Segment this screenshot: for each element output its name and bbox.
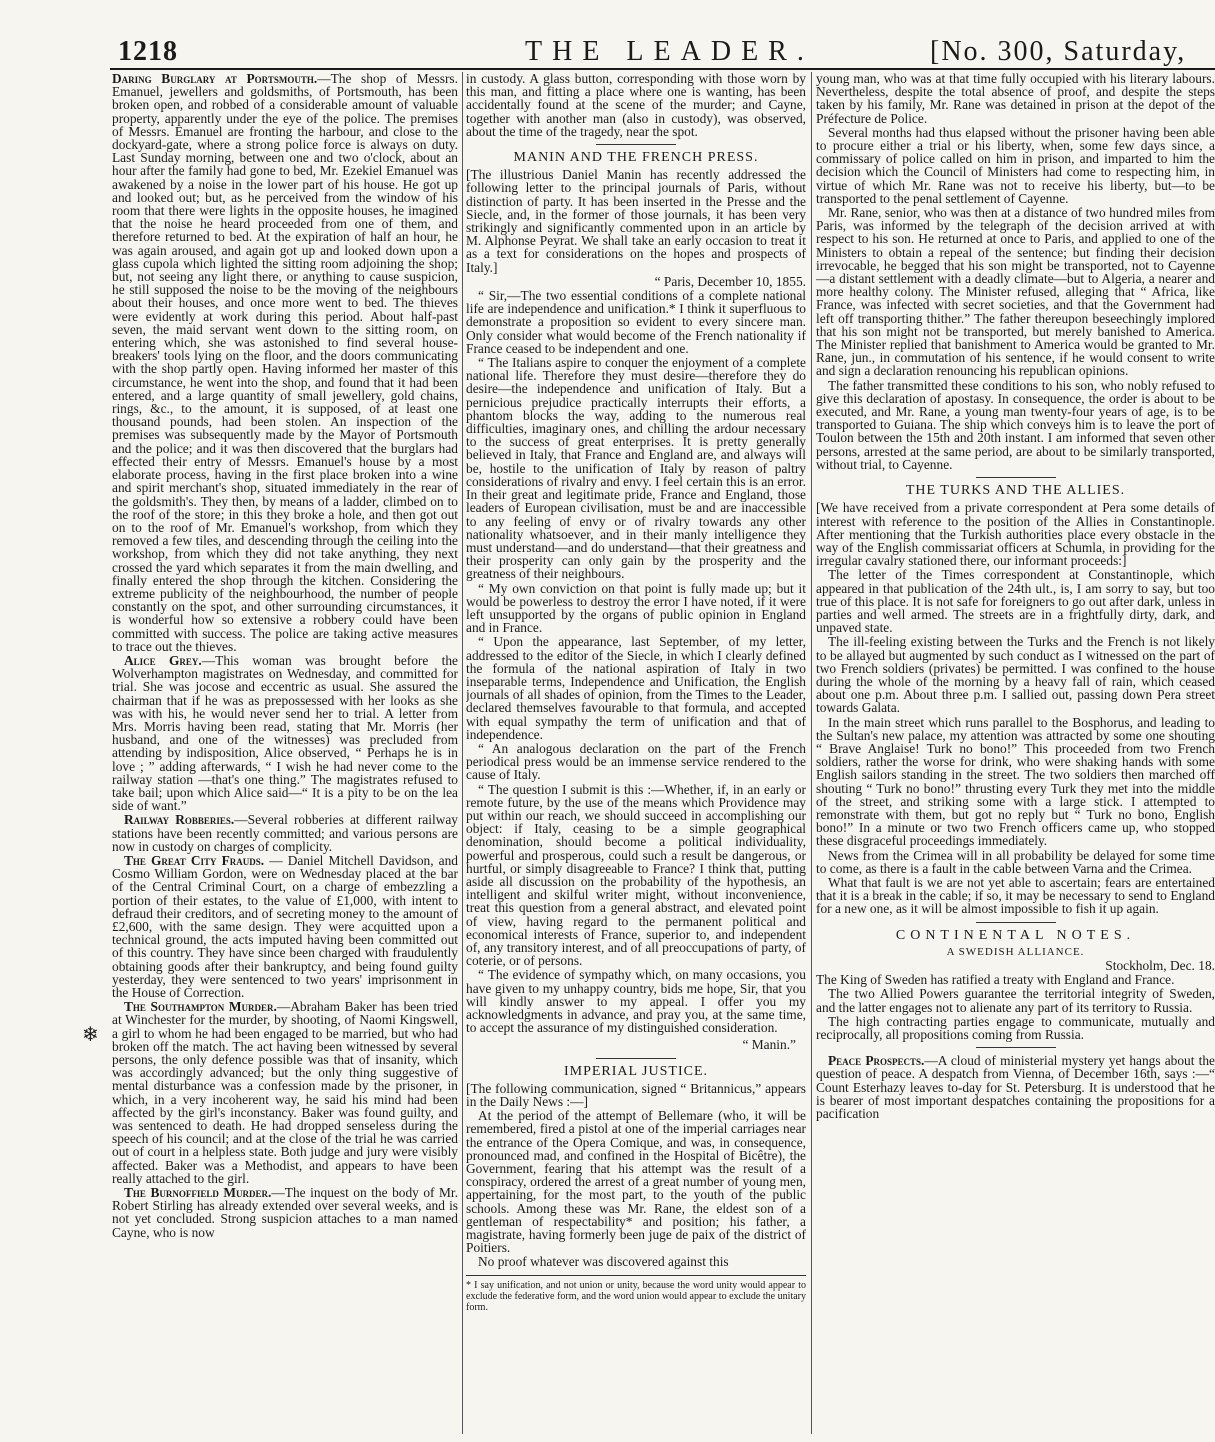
article-body: —This woman was brought before the Wolverhampton magistrates on Wednesday, and committed for trial. She was jocose and eccentric as usual. She assured the chairman that if he was as prepossessed with her looks as she was with his, he would never send her to trial. A letter from Mrs. Morris having been read, stating that Mr. Morris (her husband, and one of the witnesses) was precluded from attending by indisposition, Alice observed, “ Perhaps he is in love ; ” adding afterwards, “ I wish he had never come to the railway station —that's one thing.” The magistrates refused to take bail; upon which Alice said—“ It is a pity to be on the lea side of want.” [112, 652, 458, 814]
article-peace-prospects [816, 1054, 1215, 1120]
column-1 [112, 72, 458, 1434]
page-number: 1218 [118, 36, 178, 67]
paragraph: The high contracting parties engage to communicate, mutually and reciprocally, all propositions coming from Russia. [816, 1013, 1215, 1043]
paragraph: “ The question I submit is this :—Whether, if, in an early or remote future, by the use of the means which Providence may put within our reach, we should succeed in accomplishing our object: if Italy, ceasing to be a simple geographical denomination, should become a political individuality, powerful and prosperous, could such a result be dangerous, or hurtful, or simply disagreeable to France? I think that, putting aside all discussion on the probability of the hypothesis, an intelligent and skilful writer might, without inconvenience, treat this question from a general abstract, and elevated point of view, having regard to the permanent political and economical interests of France, superior to, and independent of, any transitory interest, and of all preoccupations of party, of coterie, or of persons. [466, 781, 806, 969]
dateline: “ Paris, December 10, 1855. [654, 273, 806, 289]
paragraph: “ The evidence of sympathy which, on many occasions, you have given to my unhappy country, bids me hope, Sir, that you will kindly answer to my appeal. I offer you my acknowledgments in advance, and pray you, at the same time, to accept the assurance of my distinguished consideration. [466, 967, 806, 1036]
paragraph: “ An analogous declaration on the part of the French periodical press would be an immense service rendered to the cause of Italy. [466, 740, 806, 783]
article-body: —Abraham Baker has been tried at Winchester for the murder, by shooting, of Naomi Kingswell, a girl to whom he had been engaged to be married, but who had broken off the match. The act having been witnessed by several persons, the only defence possible was that of insanity, which was accordingly advanced; but the only thing suggestive of mental disturbance was a confession made by the prisoner, in which, in a very incoherent way, he said his mind had been affected by the girl's inconstancy. Baker was found guilty, and was sentenced to death. He had dropped senseless during the speech of his council; and at the close of the trial he was carried out of court in a helpless state. Both judge and jury were visibly affected. Baker was a Methodist, and appears to have been really attached to the girl. [112, 999, 458, 1186]
article-body: —Several robberies at different railway stations have been recently committed; and various persons are now in custody on charges of complicity. [112, 812, 458, 854]
article-railway-robberies [112, 813, 458, 853]
column-rule [811, 72, 812, 1434]
section-heading: CONTINENTAL NOTES. [895, 927, 1136, 943]
paragraph: What that fault is we are not yet able to ascertain; fears are entertained that it is a break in the cable; if so, it may be necessary to send to England for a new one, as it will be almost impossible to fish it up again. [816, 874, 1215, 917]
divider [596, 144, 676, 145]
masthead [110, 28, 1215, 70]
divider [976, 922, 1056, 923]
paragraph: In the main street which runs parallel to the Bosphorus, and leading to the Sultan's new palace, my attention was attracted by some one shouting “ Brave Anglaise! Turk no bono!” This proceeded from two French soldiers, rather the worse for drink, who were shaking hands with some English sailors standing in the street. The two soldiers then marched off shouting “ Turk no bono!” thrusting every Turk they met into the middle of the street, and striking some with a large stick. I attempted to remonstrate with them, but got no reply but “ Turk no bono, English bono!” In a minute or two two French officers came up, who stopped these disgraceful proceedings immediately. [816, 714, 1215, 849]
paragraph: The father transmitted these conditions to his son, who nobly refused to give this declaration of apostasy. In consequence, the order is about to be executed, and Mr. Rane, a young man twenty-four years of age, is to be transported to Guiana. The ship which conveys him is to leave the port of Toulon between the 15th and 20th instant. I am informed that seven other persons, arrested at the same period, are about to be similarly transported, without trial, to Cayenne. [816, 377, 1215, 472]
column-3 [816, 72, 1215, 1434]
paragraph: Several months had thus elapsed without the prisoner having been able to procure either a trial or his liberty, when, some few days since, a commissary of police called on him in prison, and imparted to him the decision which the Council of Ministers had come to respecting him, in virtue of which Mr. Rane was not to receive his liberty, but—to be transported to the penal settlement of Cayenne. [816, 124, 1215, 206]
divider [596, 1058, 676, 1059]
paragraph: in custody. A glass button, corresponding with those worn by this man, and fitting a place where one is wanting, has been accidentally found at the scene of the murder; and Cayne, together with another man (also in custody), was observed, about the time of the tragedy, near the spot. [466, 72, 806, 139]
article-lead: The Great City Frauds. [124, 852, 265, 868]
section-heading: THE TURKS AND THE ALLIES. [905, 483, 1126, 499]
article-body: —A cloud of ministerial mystery yet hangs about the question of peace. A despatch from Vienna, of December 16th, says :—“ Count Esterhazy leaves to-day for St. Petersburg. It is understood that he is bearer of most important despatches containing the propositions for a pacification [816, 1053, 1215, 1122]
paragraph: “ My own conviction on that point is fully made up; but it would be powerless to destroy the error I have noted, if it were left unsupported by the organs of public opinion in England and in France. [466, 580, 806, 636]
footnote: * I say unification, and not union or unity, because the word unity would appear to exclude the federative form, and the word union would appear to exclude the unitary form. [466, 1275, 806, 1313]
paragraph: News from the Crimea will in all probability be delayed for some time to come, as there is a fault in the cable between Varna and the Crimea. [816, 847, 1215, 876]
article-body: — Daniel Mitchell Davidson, and Cosmo William Gordon, were on Wednesday placed at the bar of the Central Criminal Court, on a charge of embezzling a portion of their estates, to the value of £1,000, with intent to defraud their creditors, and of secreting money to the amount of £2,600, with the same design. They were acquitted upon a technical ground, the acts imputed having been committed out of this country. They have since been charged with fraudulently obtaining goods after their bankruptcy, and being found guilty yesterday, they were sentenced to two years' imprisonment in the House of Correction. [112, 852, 458, 1001]
article-burglary [112, 72, 458, 653]
article-lead: Railway Robberies. [124, 812, 235, 828]
paragraph: “ Upon the appearance, last September, of my letter, addressed to the editor of the Siecle, in which I clearly defined the formula of the national aspiration of Italy in two inseparable terms, Independence and Unification, the English journals of all shades of opinion, from the Times to the Leader, declared themselves favourable to that formula, and accepted with equal sympathy the term of unification and that of independence. [466, 634, 806, 742]
article-lead: The Burnoffield Murder. [124, 1185, 272, 1201]
margin-mark: ❄ [82, 1024, 99, 1046]
paragraph: [The illustrious Daniel Manin has recently addressed the following letter to the principal journals of Paris, without distinction of party. It has been inserted in the Presse and the Siecle, and, in the former of those journals, it has been very strikingly and significantly commented upon in an article by M. Alphonse Peyrat. We shall take an early occasion to treat it as a text for considerations on the hopes and prospects of Italy.] [466, 167, 806, 275]
issue-line: [No. 300, Saturday, [930, 36, 1187, 67]
section-heading: MANIN AND THE FRENCH PRESS. [513, 150, 759, 166]
article-lead: The Southampton Murder. [124, 999, 277, 1015]
article-lead: Alice Grey. [124, 652, 202, 668]
article-burnoffield-murder [112, 1186, 458, 1239]
paragraph: [The following communication, signed “ Britannicus,” appears in the Daily News :—] [466, 1080, 806, 1110]
newspaper-title: THE LEADER. [525, 36, 814, 67]
paragraph: “ The Italians aspire to conquer the enjoyment of a complete national life. Therefore they must desire—therefore they do desire—the independence and unification of Italy. But a pernicious prejudice practically interrupts their efforts, a phantom blocks the way, adding to the numerous real difficulties, imaginary ones, and chilling the ardour necessary to the success of great enterprises. It is pretty generally believed in Italy, that France and England are, and always will be, hostile to the unification of Italy by reason of paltry considerations of rivalry and envy. I feel certain this is an error. In their great and legitimate pride, France and England, those leaders of European civilisation, must be and are inaccessible to any feeling of envy or of rivalry towards any other nationality whatsoever, and in their manly intelligence they must understand—and do understand—that their greatness and their prosperity can only gain by the prosperity and the greatness of their neighbours. [466, 355, 806, 582]
paragraph: “ Sir,—The two essential conditions of a complete national life are independence and unification.* I think it superfluous to demonstrate a proposition so evident to every sincere man. Only consider what would become of the French nationality if France ceased to be independent and one. [466, 288, 806, 356]
paragraph: Mr. Rane, senior, who was then at a distance of two hundred miles from Paris, was informed by the telegraph of the decision arrived at with respect to his son. He returned at once to Paris, and applied to one of the Ministers to obtain a repeal of the sentence; but finding their decision irrevocable, he begged that his son might be transported, not to Cayenne—a distant settlement with a deadly climate—but to Algeria, a nearer and more healthy colony. The Minister refused, alleging that “ Africa, like France, was infected with secret societies, and that the Government had left off transporting thither.” The father thereupon beseechingly implored that his son might not be transported, but merely banished to America. The Minister replied that banishment to America would be granted to Mr. Rane, jun., in commutation of his sentence, if he would consent to write and sign a declaration renouncing his republican opinions. [816, 205, 1215, 379]
article-body: —The inquest on the body of Mr. Robert Stirling has already extended over several weeks, and is not yet concluded. Strong suspicion attaches to a man named Cayne, who is now [112, 1185, 458, 1240]
article-southampton-murder [112, 1000, 458, 1185]
paragraph: The two Allied Powers guarantee the territorial integrity of Sweden, and the latter engages not to alienate any part of its territory to Russia. [816, 986, 1215, 1015]
dateline: Stockholm, Dec. 18. [1105, 958, 1215, 973]
paragraph: The King of Sweden has ratified a treaty with England and France. [816, 972, 1175, 988]
article-body: —The shop of Messrs. Emanuel, jewellers and goldsmiths, of Portsmouth, has been broken open, and robbed of a considerable amount of valuable property, apparently under the eye of the police. The premises of Messrs. Emanuel are fronting the harbour, and close to the dockyard-gate, where a strong police force is always on duty. Last Sunday morning, between one and two o'clock, about an hour after the family had gone to bed, Mr. Ezekiel Emanuel was awakened by a noise in the lower part of his house. He got up and looked out; but, as he perceived from the window of his room that there were lights in the opposite houses, he imagined that the noise he heard proceeded from one of them, and therefore returned to bed. At the expiration of half an hour, he was again aroused, and again got up and looked down upon a glass cupola which lighted the sitting room adjoining the shop; but, not seeing any light there, or anything to cause suspicion, he still supposed the noise to be the moving of the neighbours about their houses, and once more went to bed. The thieves were evidently at work during this period. About half-past seven, the maid servant went down to the sitting room, on entering which, she was astonished to find several house-breakers' tools lying on the floor, and the doors communicating with the shop partly open. Having informed her master of this circumstance, he went into the shop, and found that it had been entered, and a large quantity of small jewellery, gold chains, rings, &c., to the amount, it is supposed, of at least one thousand pounds, had been stolen. An inspection of the premises was subsequently made by the Mayor of Portsmouth and the police; and it was then discovered that the burglars had effected their entry of Messrs. Emanuel's house by a most elaborate process, having in the first place broken into a wine and spirit merchant's shop, situated immediately in the rear of the goldsmith's. They then, by means of a ladder, climbed on to the roof of the store; in this they broke a hole, and then got out on to the roof of Mr. Emanuel's workshop, from which they removed a few tiles, and descending through the ceiling into the workshop, from which they did not take anything, they next crossed the yard which separates it from the main dwelling, and finally entered the shop through the kitchen. Considering the extreme publicity of the neighbourhood, the number of people constantly on the spot, and other surrounding circumstances, it is wonderful how so extensive a robbery could have been committed with success. The police are taking active measures to trace out the thieves. [112, 72, 458, 654]
paragraph: The ill-feeling existing between the Turks and the French is not likely to be allayed but augmented by such conduct as I witnessed on the part of two French soldiers (privates) be permitted. I was confined to the house during the whole of the morning by a heavy fall of rain, which ceased about one p.m. About three p.m. I sallied out, passing down Pera street towards Galata. [816, 634, 1215, 716]
article-lead: Daring Burglary at Portsmouth. [112, 72, 318, 86]
article-alice-grey [112, 654, 458, 812]
article-city-frauds [112, 854, 458, 999]
divider [976, 477, 1056, 478]
subheading: A SWEDISH ALLIANCE. [946, 945, 1085, 958]
paragraph: No proof whatever was discovered against this [478, 1254, 729, 1270]
column-2 [466, 72, 806, 1434]
column-rule [462, 72, 463, 1434]
section-heading: IMPERIAL JUSTICE. [563, 1063, 709, 1079]
divider [976, 1047, 1056, 1048]
paragraph: young man, who was at that time fully occupied with his literary labours. Nevertheless, despite the total absence of proof, and despite the steps taken by his family, Mr. Rane was detained in prison at the depot of the Préfecture de Police. [816, 72, 1215, 126]
paragraph: The letter of the Times correspondent at Constantinople, which appeared in that publication of the 24th ult., is, I am sorry to say, but too true of this place. It is not safe for foreigners to go out after dark, unless in parties and well armed. The streets are in a frightfully dirty, dark, and unpaved state. [816, 567, 1215, 636]
article-lead: Peace Prospects. [828, 1053, 925, 1069]
signature: “ Manin.” [742, 1037, 796, 1053]
paragraph: At the period of the attempt of Bellemare (who, it will be remembered, fired a pistol at one of the imperial carriages near the entrance of the Opera Comique, and was, in consequence, pronounced mad, and confined in the Hospital of Bicêtre), the Government, fearing that his attempt was the result of a conspiracy, ordered the arrest of a great number of young men, appertaining, for the most part, to the youth of the public schools. Among these was Mr. Rane, the eldest son of a gentleman of respectability* and position; his father, a magistrate, having formerly been juge de paix of the district of Poitiers. [466, 1108, 806, 1256]
paragraph: [We have received from a private correspondent at Pera some details of interest with reference to the position of the Allies in Constantinople. After mentioning that the Turkish authorities place every obstacle in the way of the English commissariat officers at Schumla, in providing for the irregular cavalry stationed there, our informant proceeds:] [816, 500, 1215, 569]
